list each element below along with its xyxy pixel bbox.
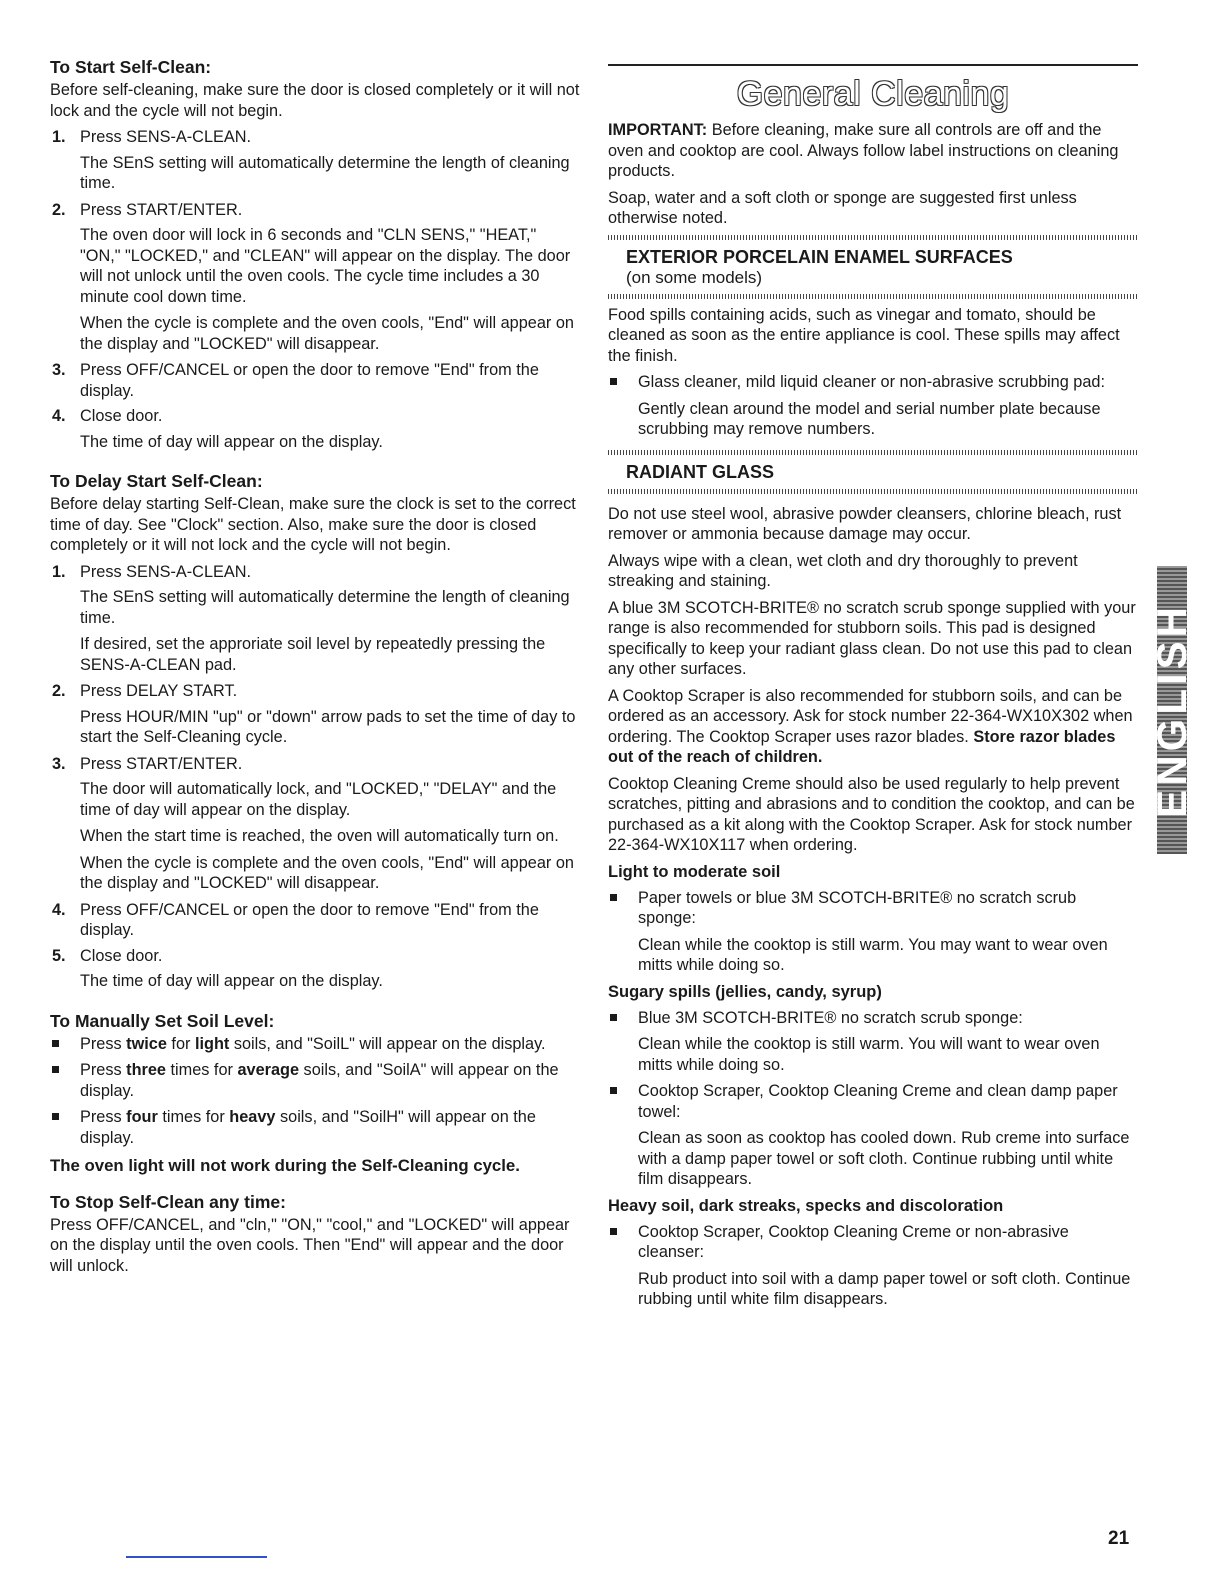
start-step-2-note-b: When the cycle is complete and the oven cools, "End" will appear on the display and "LOCKED" will disappear. [80, 314, 574, 353]
general-cleaning-title: General Cleaning [736, 75, 1010, 113]
start-step-1-note: The SEnS setting will automatically determine the length of cleaning time. [80, 153, 570, 192]
oven-light-note: The oven light will not work during the Self-Cleaning cycle. [50, 1156, 520, 1175]
sugary-spills-heading: Sugary spills (jellies, candy, syrup) [608, 982, 882, 1001]
sugary-bullet-1: Blue 3M SCOTCH-BRITE® no scratch scrub sponge: [608, 1008, 1138, 1029]
soil-bullet-average: Press three times for average soils, and "SoilA" will appear on the display. [50, 1060, 580, 1101]
light-soil-heading: Light to moderate soil [608, 862, 781, 881]
soil-bullet-heavy: Press four times for heavy soils, and "SoilH" will appear on the display. [50, 1107, 580, 1148]
glass-p4: A Cooktop Scraper is also recommended for stubborn soils, and can be ordered as an accessory. Ask for stock number 22-364-WX10X302 when ordering. The Cooktop Scraper uses razor blades. Store razor blades out of the reach of children. [608, 686, 1133, 766]
start-step-1: 1. Press SENS-A-CLEAN. [52, 128, 251, 146]
start-step-4: 4. Close door. [52, 407, 163, 425]
delay-step-3: 3. Press START/ENTER. [52, 754, 243, 773]
delay-self-clean-section [50, 470, 580, 992]
start-step-2: 2. Press START/ENTER. [52, 200, 243, 219]
manual-soil-section [50, 1010, 580, 1177]
divider [608, 294, 1138, 299]
heavy-soil-bullet: Cooktop Scraper, Cooktop Cleaning Creme or non-abrasive cleanser: [608, 1222, 1138, 1263]
blue-underline [126, 1556, 267, 1558]
glass-p3: A blue 3M SCOTCH-BRITE® no scratch scrub sponge supplied with your range is also recommended for stubborn soils. This pad is designed specifically to keep your radiant glass clean. Do not use this pad to clean any other surfaces. [608, 598, 1136, 678]
delay-step-2-note: Press HOUR/MIN "up" or "down" arrow pads to set the time of day to start the Self-Cleaning cycle. [80, 707, 576, 746]
right-column [608, 58, 1138, 1316]
start-step-4-note: The time of day will appear on the display. [80, 432, 383, 451]
exterior-text: Food spills containing acids, such as vinegar and tomato, should be cleaned as soon as the entire appliance is cool. These spills may affect the finish. [608, 305, 1120, 365]
glass-p1: Do not use steel wool, abrasive powder cleansers, chlorine bleach, rust remover or ammonia because damage may occur. [608, 504, 1122, 543]
manual-soil-heading: To Manually Set Soil Level: [50, 1010, 275, 1031]
delay-step-1: 1. Press SENS-A-CLEAN. [52, 562, 251, 581]
delay-step-5: 5. Close door. [52, 946, 163, 965]
start-self-clean-section [50, 56, 580, 452]
light-soil-note: Clean while the cooktop is still warm. You may want to wear oven mitts while doing so. [638, 935, 1108, 974]
start-step-2-note-a: The oven door will lock in 6 seconds and "CLN SENS," "HEAT," "ON," "LOCKED," and "CLEAN" will appear on the display. The door will not unlock until the oven cools. The cycle time includes a 30 minute cool down time. [80, 226, 571, 306]
top-rule [608, 64, 1138, 66]
stop-text: Press OFF/CANCEL, and "cln," "ON," "cool," and "LOCKED" will appear on the display until the oven cools. Then "End" will appear and the door will unlock. [50, 1215, 570, 1275]
sugary-bullet-2: Cooktop Scraper, Cooktop Cleaning Creme and clean damp paper towel: [608, 1081, 1138, 1122]
heavy-soil-heading: Heavy soil, dark streaks, specks and discoloration [608, 1196, 1004, 1215]
delay-step-4: 4. Press OFF/CANCEL or open the door to remove "End" from the display. [52, 900, 539, 939]
english-side-tab: ENGLISH [1157, 566, 1187, 854]
delay-step-3-note-b: When the start time is reached, the oven will automatically turn on. [80, 827, 559, 845]
light-soil-bullet: Paper towels or blue 3M SCOTCH-BRITE® no scratch scrub sponge: [608, 888, 1138, 929]
stop-self-clean-section [50, 1191, 580, 1277]
important-note: IMPORTANT: Before cleaning, make sure all controls are off and the oven and cooktop are cool. Always follow label instructions on cleaning products. [608, 121, 1119, 180]
delay-step-3-note-c: When the cycle is complete and the oven cools, "End" will appear on the display and "LOCKED" will disappear. [80, 853, 574, 892]
exterior-subheading: (on some models) [626, 267, 763, 287]
soil-bullet-light: Press twice for light soils, and "SoilL" will appear on the display. [50, 1034, 580, 1055]
glass-p5: Cooktop Cleaning Creme should also be used regularly to help prevent scratches, pitting and abrasions and to condition the cooktop, and can be purchased as a kit along with the Cooktop Scraper. Ask for stock number 22-364-WX10X117 when ordering. [608, 774, 1135, 854]
radiant-glass-heading: RADIANT GLASS [626, 461, 774, 482]
delay-step-5-note: The time of day will appear on the display. [80, 972, 383, 990]
divider [608, 489, 1138, 494]
delay-step-2: 2. Press DELAY START. [52, 682, 238, 700]
exterior-bullet-note: Gently clean around the model and serial number plate because scrubbing may remove numbers. [638, 399, 1101, 438]
left-column [50, 56, 580, 1282]
start-intro: Before self-cleaning, make sure the door is closed completely or it will not lock and the cycle will not begin. [50, 81, 580, 120]
divider [608, 450, 1138, 455]
exterior-heading: EXTERIOR PORCELAIN ENAMEL SURFACES [626, 246, 1013, 267]
heavy-soil-note: Rub product into soil with a damp paper towel or soft cloth. Continue rubbing until white film disappears. [638, 1269, 1131, 1308]
delay-step-1-note-a: The SEnS setting will automatically determine the length of cleaning time. [80, 588, 570, 627]
stop-self-clean-heading: To Stop Self-Clean any time: [50, 1191, 286, 1212]
delay-step-3-note-a: The door will automatically lock, and "LOCKED," "DELAY" and the time of day will appear on the display. [80, 780, 557, 819]
divider [608, 235, 1138, 240]
sugary-note-2: Clean as soon as cooktop has cooled down. Rub creme into surface with a damp paper towel or soft cloth. Continue rubbing until white film disappears. [638, 1129, 1130, 1188]
delay-self-clean-heading: To Delay Start Self-Clean: [50, 471, 263, 491]
start-step-3: 3. Press OFF/CANCEL or open the door to remove "End" from the display. [52, 361, 539, 400]
page-number: 21 [1108, 1528, 1130, 1549]
soap-note: Soap, water and a soft cloth or sponge are suggested first unless otherwise noted. [608, 188, 1077, 227]
delay-step-1-note-b: If desired, set the approriate soil level by repeatedly pressing the SENS-A-CLEAN pad. [80, 635, 546, 674]
exterior-bullet: Glass cleaner, mild liquid cleaner or non-abrasive scrubbing pad: [608, 372, 1138, 393]
delay-intro: Before delay starting Self-Clean, make sure the clock is set to the correct time of day. See "Clock" section. Also, make sure the door is closed completely or it will not lock and the cycle will not begin. [50, 495, 576, 554]
sugary-note-1: Clean while the cooktop is still warm. You will want to wear oven mitts while doing so. [638, 1035, 1100, 1074]
start-self-clean-heading: To Start Self-Clean: [50, 57, 212, 77]
glass-p2: Always wipe with a clean, wet cloth and dry thoroughly to prevent streaking and staining. [608, 551, 1078, 590]
